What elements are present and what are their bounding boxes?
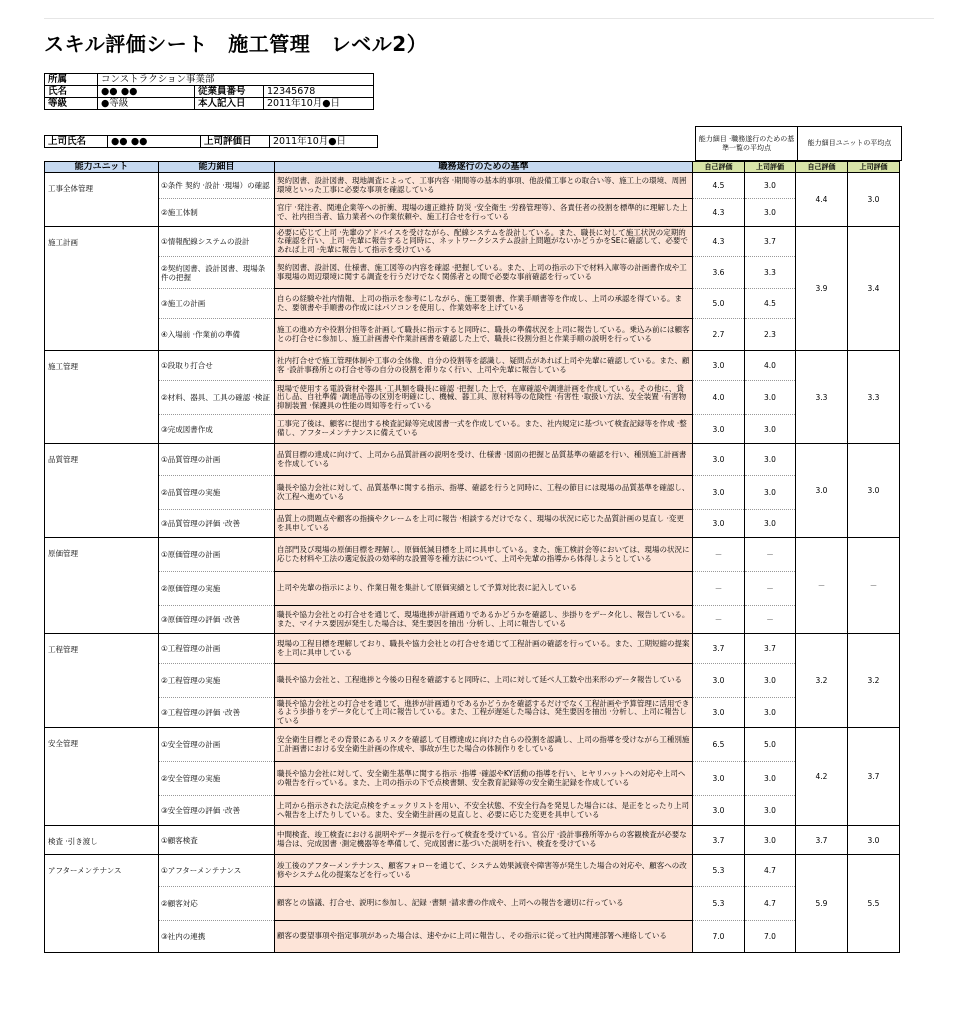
detail-name: ③社内の連携 <box>159 921 275 953</box>
table-row <box>45 199 900 227</box>
supervisor-name-value: ●● ●● <box>108 136 201 148</box>
unit-self-average: 3.7 <box>796 826 848 855</box>
boss-score: 3.0 <box>745 444 796 476</box>
detail-name: ③原価管理の評価 ·改善 <box>159 606 275 634</box>
unit-name: 安全管理 <box>45 728 159 826</box>
employee-info-table <box>44 73 374 110</box>
criteria-text: 顧客との協議、打合せ、説明に参加し、記録 ·書類 ·請求書の作成や、上司への報告を適切に行っている <box>275 887 693 921</box>
boss-eval-header: 上司評価 <box>745 162 796 173</box>
table-row <box>45 476 900 510</box>
table-row <box>45 921 900 953</box>
criteria-text: 契約図書、設計図書、現地調査によって、工事内容 ·期間等の基本的事項、他設備工事との取合い等、施工上の環境、周囲環境といった工事に必要な事項を確認している <box>275 173 693 199</box>
table-row <box>45 664 900 698</box>
detail-column-header: 能力細目 <box>159 162 275 173</box>
table-row <box>45 698 900 728</box>
unit-name: 工程管理 <box>45 634 159 728</box>
unit-boss-average: 3.7 <box>848 728 900 826</box>
unit-boss-average: 3.0 <box>848 444 900 538</box>
boss-score: 3.0 <box>745 698 796 728</box>
table-row <box>45 381 900 415</box>
criteria-text: 自部門及び現場の原価目標を理解し、原価低減目標を上司に具申している。また、施工検討会等においては、現場の状況に応じた材料や工法の選定仮設の効率的な設置等を種方法について、上司や先輩の指導から体得しようとしている <box>275 538 693 572</box>
unit-column-header: 能力ユニット <box>45 162 159 173</box>
boss-score: 3.0 <box>745 199 796 227</box>
unit-name: 検査 ·引き渡し <box>45 826 159 855</box>
self-score: 3.6 <box>693 257 745 289</box>
unit-self-average: 3.0 <box>796 444 848 538</box>
boss-score: 3.0 <box>745 381 796 415</box>
unit-boss-average: 3.2 <box>848 634 900 728</box>
detail-name: ②契約図書、設計図書、現場条件の把握 <box>159 257 275 289</box>
criteria-text: 必要に応じて上司 ·先輩のアドバイスを受けながら、配線システムを設計している。また、職長に対して施工状況の定期的な確認を行い、上司 ·先輩に報告すると同時に、ネットワークシステム設計上問題がないかどうかをSEに確認して、必要であれば上司 ·先輩に報告して指示を受けている <box>275 227 693 257</box>
detail-name: ④入場前 ·作業前の準備 <box>159 319 275 351</box>
supervisor-info-table <box>44 135 378 148</box>
self-score: － <box>693 538 745 572</box>
self-score: － <box>693 606 745 634</box>
table-row <box>45 257 900 289</box>
boss-score: － <box>745 606 796 634</box>
self-score: 4.0 <box>693 381 745 415</box>
dept-label: 所属 <box>45 74 98 86</box>
unit-boss-average: 3.3 <box>848 351 900 444</box>
table-row <box>45 351 900 381</box>
boss-score: － <box>745 572 796 606</box>
table-row <box>45 855 900 887</box>
boss-score: 4.5 <box>745 289 796 319</box>
criteria-text: 上司から指示された法定点検をチェックリストを用い、不安全状態、不安全行為を発見した場合には、是正をとったり上司へ報告を上げたりしている。また、安全衛生計画の見直しと、必要に応じた変更を具申している <box>275 796 693 826</box>
detail-name: ②材料、器具、工具の確認 ·検証 <box>159 381 275 415</box>
criteria-text: 現場で使用する電設資材や器具 ·工具類を職長に確認 ·把握した上で、在庫確認や調達計画を作成している。その他に、貸出し品、自社準備 ·調達品等の区別を明確にし、機械、器工具、原材料等の危険性 ·有害性 ·取扱い方法、安全装置 ·有害物抑制装置 ·保護具の性能の周知等を行っている <box>275 381 693 415</box>
table-row <box>45 227 900 257</box>
criteria-text: 職長や協力会社に対して、品質基準に関する指示、指導、確認を行うと同時に、工程の節目には現場の品質基準を確認し、次工程へ進めている <box>275 476 693 510</box>
unit-boss-average: 5.5 <box>848 855 900 953</box>
criteria-text: 品質上の問題点や顧客の指摘やクレームを上司に報告 ·相談するだけでなく、現場の状況に応じた品質計画の見直し ·変更を具申している <box>275 510 693 538</box>
boss-score: 4.7 <box>745 887 796 921</box>
boss-score: － <box>745 538 796 572</box>
unit-name: 品質管理 <box>45 444 159 538</box>
detail-name: ③安全管理の評価 ·改善 <box>159 796 275 826</box>
boss-score: 3.0 <box>745 796 796 826</box>
boss-score: 5.0 <box>745 728 796 762</box>
self-score: 6.5 <box>693 728 745 762</box>
boss-score: 4.7 <box>745 855 796 887</box>
unit-boss-average: 3.0 <box>848 173 900 227</box>
supervisor-date-value: 2011年10月●日 <box>270 136 378 148</box>
detail-name: ②工程管理の実施 <box>159 664 275 698</box>
average-header-table <box>695 126 902 161</box>
self-score: 3.7 <box>693 634 745 664</box>
unit-self-average: 3.2 <box>796 634 848 728</box>
detail-name: ②安全管理の実施 <box>159 762 275 796</box>
unit-self-average: 5.9 <box>796 855 848 953</box>
detail-name: ③施工の計画 <box>159 289 275 319</box>
unit-self-average: 3.3 <box>796 351 848 444</box>
criteria-text: 上司や先輩の指示により、作業日報を集計して原価実績として予算対比表に記入している <box>275 572 693 606</box>
table-row <box>45 510 900 538</box>
dept-value: コンストラクション事業部 <box>98 74 374 86</box>
unit-name: 施工計画 <box>45 227 159 351</box>
criteria-text: 職長や協力会社と、工程進捗と今後の日程を確認すると同時に、上司に対して延べ人工数や出来形のデータ報告している <box>275 664 693 698</box>
criteria-text: 自らの経験や社内情報、上司の指示を参考にしながら、施工要領書、作業手順書等を作成し、上司の承認を得ている。また、要領書や手順書の作成にはパソコンを使用し、作業効率を上げている <box>275 289 693 319</box>
criteria-text: 職長や協力会社との打合せを通じて、現場進捗が計画通りであるかどうかを確認し、歩掛りをデータ化し、報告している。また、マイナス要因が発生した場合は、発生要因を抽出 ·分析し、上司に報告している <box>275 606 693 634</box>
table-row <box>45 728 900 762</box>
boss-score: 3.7 <box>745 227 796 257</box>
unit-name: アフターメンテナンス <box>45 855 159 953</box>
self-score: － <box>693 572 745 606</box>
self-score: 3.0 <box>693 415 745 444</box>
unit-boss-eval-header: 上司評価 <box>848 162 900 173</box>
self-score: 3.7 <box>693 826 745 855</box>
boss-score: 3.0 <box>745 415 796 444</box>
boss-score: 3.0 <box>745 826 796 855</box>
table-row <box>45 572 900 606</box>
table-row <box>45 444 900 476</box>
criteria-text: 施工の進め方や役割分担等を計画して職長に指示すると同時に、職長の準備状況を上司に報告している。乗込み前には顧客との打合せに参加し、施工計画書や作業計画書を確認した上で、職長に役割分担と作業手順の説明を行っている <box>275 319 693 351</box>
grade-value: ●等級 <box>98 98 195 110</box>
unit-self-average: 3.9 <box>796 227 848 351</box>
top-rule <box>44 18 934 19</box>
supervisor-date-label: 上司評価日 <box>201 136 270 148</box>
boss-score: 3.3 <box>745 257 796 289</box>
self-score: 3.0 <box>693 510 745 538</box>
detail-name: ②顧客対応 <box>159 887 275 921</box>
criteria-text: 社内打合せで施工管理体制や工事の全体像、自分の役割等を認識し、疑問点があれば上司や先輩に確認している。また、顧客 ·設計事務所との打合せ等の自分の役割を滞りなく行い、上司や先輩に報告している <box>275 351 693 381</box>
boss-score: 7.0 <box>745 921 796 953</box>
grade-label: 等級 <box>45 98 98 110</box>
criteria-text: 職長や協力会社との打合せを通じて、進捗が計画通りであるかどうかを確認するだけでなく工程計画や予算管理に活用できるよう歩掛りをデータ化して上司に報告している。また、工程が遅延した場合は、発生要因を抽出 ·分析し、上司に報告している <box>275 698 693 728</box>
detail-name: ①原価管理の計画 <box>159 538 275 572</box>
table-row <box>45 538 900 572</box>
table-row <box>45 826 900 855</box>
table-row <box>45 415 900 444</box>
detail-name: ①条件 契約 ·設計 ·現場）の確認 <box>159 173 275 199</box>
detail-average-header: 能力細目 ·職務遂行のための基準一覧の平均点 <box>696 127 798 161</box>
criteria-text: 職長や協力会社に対して、安全衛生基準に関する指示 ·指導 ·確認やKY活動の指導を行い、ヒヤリハットへの対応や上司への報告を行っている。また、上司の指示の下で点検書類、安全教育記録等の安全衛生記録を作成している <box>275 762 693 796</box>
unit-name: 原価管理 <box>45 538 159 634</box>
detail-name: ①工程管理の計画 <box>159 634 275 664</box>
self-score: 3.0 <box>693 664 745 698</box>
boss-score: 3.0 <box>745 510 796 538</box>
self-score: 5.0 <box>693 289 745 319</box>
unit-self-average: 4.4 <box>796 173 848 227</box>
self-score: 4.3 <box>693 227 745 257</box>
page-title: スキル評価シート 施工管理 レベル2） <box>44 32 428 56</box>
criteria-text: 竣工後のアフターメンテナンス、顧客フォローを通じて、システム効果減衰や障害等が発生した場合の対応や、顧客への改修やシステム化の提案などを行っている <box>275 855 693 887</box>
table-row <box>45 762 900 796</box>
self-score: 2.7 <box>693 319 745 351</box>
criteria-text: 現場の工程目標を理解しており、職長や協力会社との打合せを通じて工程計画の確認を行っている。また、工期短縮の提案を上司に具申している <box>275 634 693 664</box>
self-score: 7.0 <box>693 921 745 953</box>
boss-score: 3.0 <box>745 664 796 698</box>
detail-name: ②品質管理の実施 <box>159 476 275 510</box>
detail-name: ③工程管理の評価 ·改善 <box>159 698 275 728</box>
criteria-text: 中間検査、竣工検査における説明やデータ提示を行って検査を受けている。官公庁 ·設計事務所等からの客観検査が必要な場合は、完成図書 ·測定機器等を準備して、完成図書に基づいた説明を行い、検査を受けている <box>275 826 693 855</box>
boss-score: 3.0 <box>745 476 796 510</box>
self-score: 3.0 <box>693 351 745 381</box>
detail-name: ①情報配線システムの設計 <box>159 227 275 257</box>
unit-self-eval-header: 自己評価 <box>796 162 848 173</box>
self-score: 4.3 <box>693 199 745 227</box>
skill-table <box>44 161 900 953</box>
self-score: 3.0 <box>693 698 745 728</box>
detail-name: ①品質管理の計画 <box>159 444 275 476</box>
self-eval-header: 自己評価 <box>693 162 745 173</box>
employee-number-label: 従業員番号 <box>195 86 264 98</box>
boss-score: 2.3 <box>745 319 796 351</box>
unit-boss-average: 3.4 <box>848 227 900 351</box>
unit-boss-average: 3.0 <box>848 826 900 855</box>
criteria-text: 工事完了後は、顧客に提出する検査記録等完成図書一式を作成している。また、社内規定に基づいて検査記録等を作成 ·整備し、アフターメンテナンスに備えている <box>275 415 693 444</box>
self-score: 3.0 <box>693 796 745 826</box>
name-label: 氏名 <box>45 86 98 98</box>
self-score: 3.0 <box>693 444 745 476</box>
table-row <box>45 634 900 664</box>
unit-name: 施工管理 <box>45 351 159 444</box>
criteria-text: 顧客の要望事項や指定事項があった場合は、速やかに上司に報告し、その指示に従って社内関連部署へ連絡している <box>275 921 693 953</box>
entry-date-value: 2011年10月●日 <box>264 98 374 110</box>
unit-name: 工事全体管理 <box>45 173 159 227</box>
table-row <box>45 289 900 319</box>
boss-score: 3.0 <box>745 762 796 796</box>
detail-name: ③完成図書作成 <box>159 415 275 444</box>
supervisor-name-label: 上司氏名 <box>45 136 108 148</box>
detail-name: ②原価管理の実施 <box>159 572 275 606</box>
skill-table-body <box>45 173 900 953</box>
self-score: 3.0 <box>693 762 745 796</box>
detail-name: ①段取り打合せ <box>159 351 275 381</box>
boss-score: 3.7 <box>745 634 796 664</box>
boss-score: 3.0 <box>745 173 796 199</box>
detail-name: ②施工体制 <box>159 199 275 227</box>
criteria-text: 契約図書、設計図、仕様書、施工図等の内容を確認 ·把握している。また、上司の指示の下で材料入庫等の計画書作成や工事現場の周辺環境に関する調査を行うだけでなく関係者との間で必要な事前確認を行っている <box>275 257 693 289</box>
boss-score: 4.0 <box>745 351 796 381</box>
name-value: ●● ●● <box>98 86 195 98</box>
self-score: 5.3 <box>693 887 745 921</box>
detail-name: ③品質管理の評価 ·改善 <box>159 510 275 538</box>
criteria-column-header: 職務遂行のための基準 <box>275 162 693 173</box>
employee-number-value: 12345678 <box>264 86 374 98</box>
self-score: 5.3 <box>693 855 745 887</box>
criteria-text: 品質目標の達成に向けて、上司から品質計画の説明を受け、仕様書 ·図面の把握と品質基準の確認を行い、種別施工計画書を作成している <box>275 444 693 476</box>
unit-self-average: － <box>796 538 848 634</box>
detail-name: ①安全管理の計画 <box>159 728 275 762</box>
table-row <box>45 173 900 199</box>
self-score: 3.0 <box>693 476 745 510</box>
criteria-text: 安全衛生目標とその背景にあるリスクを確認して目標達成に向けた自らの役割を認識し、上司の指導を受けながら工種別施工計画書における安全衛生計画の作成や、事故が生じた場合の体制作りをしている <box>275 728 693 762</box>
table-row <box>45 319 900 351</box>
table-row <box>45 606 900 634</box>
table-row <box>45 887 900 921</box>
unit-average-header: 能力細目ユニットの平均点 <box>798 127 902 161</box>
detail-name: ①顧客検査 <box>159 826 275 855</box>
self-score: 4.5 <box>693 173 745 199</box>
unit-boss-average: － <box>848 538 900 634</box>
entry-date-label: 本人記入日 <box>195 98 264 110</box>
criteria-text: 官庁 ·発注者、関連企業等への折衝、現場の適正維持 防災 ·安全衛生 ·労務管理等）、各責任者の役割を標準的に理解した上で、社内担当者、協力業者への作業依頼や、施工打合せを行っている <box>275 199 693 227</box>
table-row <box>45 796 900 826</box>
detail-name: ①アフターメンテナンス <box>159 855 275 887</box>
unit-self-average: 4.2 <box>796 728 848 826</box>
